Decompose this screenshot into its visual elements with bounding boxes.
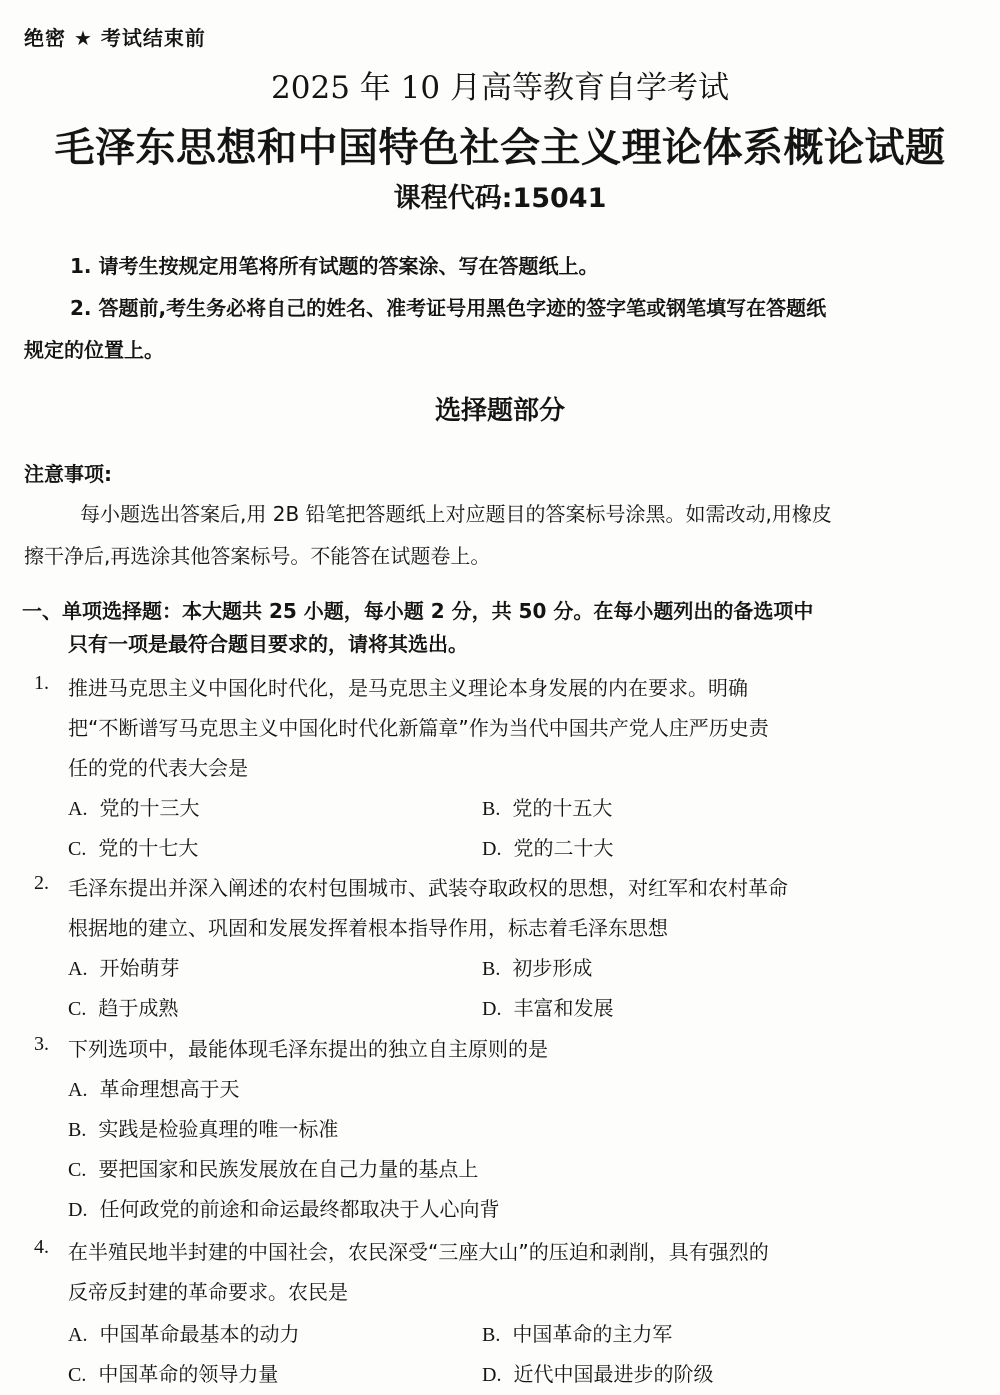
- question-number: 3.: [34, 1033, 49, 1055]
- question-number: 1.: [34, 672, 49, 694]
- option-d[interactable]: [482, 992, 613, 1021]
- notice-line-2: 擦干净后,再选涂其他答案标号。不能答在试题卷上。: [24, 544, 491, 568]
- option-d[interactable]: [482, 832, 613, 861]
- option-letter: D.: [482, 838, 502, 860]
- option-letter: C.: [68, 838, 87, 860]
- option-a[interactable]: [68, 952, 179, 981]
- section-title: 选择题部分: [434, 396, 565, 426]
- option-text: 要把国家和民族发展放在自己力量的基点上: [98, 1157, 479, 1181]
- option-letter: A.: [68, 1324, 88, 1346]
- course-code: 课程代码:15041: [393, 183, 607, 214]
- option-b[interactable]: [68, 1113, 338, 1142]
- option-text: 党的十五大: [512, 796, 613, 820]
- subject-title: 毛泽东思想和中国特色社会主义理论体系概论试题: [54, 125, 946, 171]
- notice-line-1: 每小题选出答案后,用 2B 铅笔把答题纸上对应题目的答案标号涂黑。如需改动,用橡皮: [80, 502, 832, 526]
- instruction-1: 1. 请考生按规定用笔将所有试题的答案涂、写在答题纸上。: [70, 254, 599, 278]
- question-text: 根据地的建立、巩固和发展发挥着根本指导作用，标志着毛泽东思想: [68, 916, 668, 940]
- option-letter: C.: [68, 1364, 87, 1386]
- option-c[interactable]: [68, 832, 198, 861]
- option-text: 中国革命的主力军: [512, 1322, 673, 1346]
- option-b[interactable]: [482, 952, 592, 981]
- option-letter: B.: [482, 958, 501, 980]
- option-a[interactable]: [68, 1318, 299, 1347]
- option-d[interactable]: [482, 1358, 713, 1387]
- option-text: 丰富和发展: [513, 996, 614, 1020]
- option-text: 任何政党的前途和命运最终都取决于人心向背: [99, 1197, 500, 1221]
- option-text: 初步形成: [512, 956, 593, 980]
- option-text: 开始萌芽: [99, 956, 180, 980]
- exam-title: 2025 年 10 月高等教育自学考试: [271, 70, 729, 106]
- option-letter: B.: [482, 798, 501, 820]
- option-text: 党的十三大: [99, 796, 200, 820]
- option-letter: C.: [68, 1159, 87, 1181]
- option-text: 趋于成熟: [98, 996, 179, 1020]
- option-letter: B.: [68, 1119, 87, 1141]
- question-number: 2.: [34, 872, 49, 894]
- option-letter: A.: [68, 798, 88, 820]
- option-d[interactable]: [68, 1193, 499, 1222]
- option-letter: C.: [68, 998, 87, 1020]
- option-letter: D.: [68, 1199, 88, 1221]
- question-text: 毛泽东提出并深入阐述的农村包围城市、武装夺取政权的思想，对红军和农村革命: [68, 876, 788, 900]
- option-text: 实践是检验真理的唯一标准: [98, 1117, 339, 1141]
- option-text: 党的二十大: [513, 836, 614, 860]
- option-text: 中国革命最基本的动力: [99, 1322, 300, 1346]
- option-letter: D.: [482, 1364, 502, 1386]
- option-text: 革命理想高于天: [99, 1077, 240, 1101]
- option-text: 近代中国最进步的阶级: [513, 1362, 714, 1386]
- question-text: 推进马克思主义中国化时代化，是马克思主义理论本身发展的内在要求。明确: [68, 676, 748, 700]
- option-a[interactable]: [68, 1073, 239, 1102]
- option-letter: B.: [482, 1324, 501, 1346]
- option-c[interactable]: [68, 1153, 478, 1182]
- instruction-2: 2. 答题前,考生务必将自己的姓名、准考证号用黑色字迹的签字笔或钢笔填写在答题纸: [70, 296, 827, 320]
- option-text: 中国革命的领导力量: [98, 1362, 279, 1386]
- option-letter: A.: [68, 958, 88, 980]
- question-text: 把“不断谱写马克思主义中国化时代化新篇章”作为当代中国共产党人庄严历史责: [68, 716, 769, 740]
- notice-heading: 注意事项:: [24, 462, 112, 486]
- option-letter: D.: [482, 998, 502, 1020]
- option-b[interactable]: [482, 792, 612, 821]
- part-heading-line-2: 只有一项是最符合题目要求的，请将其选出。: [68, 632, 468, 656]
- question-number: 4.: [34, 1236, 49, 1258]
- option-c[interactable]: [68, 1358, 278, 1387]
- question-text: 任的党的代表大会是: [68, 756, 248, 780]
- option-b[interactable]: [482, 1318, 672, 1347]
- instruction-2-cont: 规定的位置上。: [24, 338, 164, 362]
- option-c[interactable]: [68, 992, 178, 1021]
- question-text: 反帝反封建的革命要求。农民是: [68, 1280, 348, 1304]
- question-text: 下列选项中，最能体现毛泽东提出的独立自主原则的是: [68, 1037, 548, 1061]
- option-letter: A.: [68, 1079, 88, 1101]
- option-text: 党的十七大: [98, 836, 199, 860]
- part-heading-line-1: 一、单项选择题：本大题共 25 小题，每小题 2 分，共 50 分。在每小题列出的备选项中: [22, 599, 814, 623]
- question-text: 在半殖民地半封建的中国社会，农民深受“三座大山”的压迫和剥削，具有强烈的: [68, 1240, 769, 1264]
- option-a[interactable]: [68, 792, 199, 821]
- confidential-label: 绝密 ★ 考试结束前: [24, 26, 206, 50]
